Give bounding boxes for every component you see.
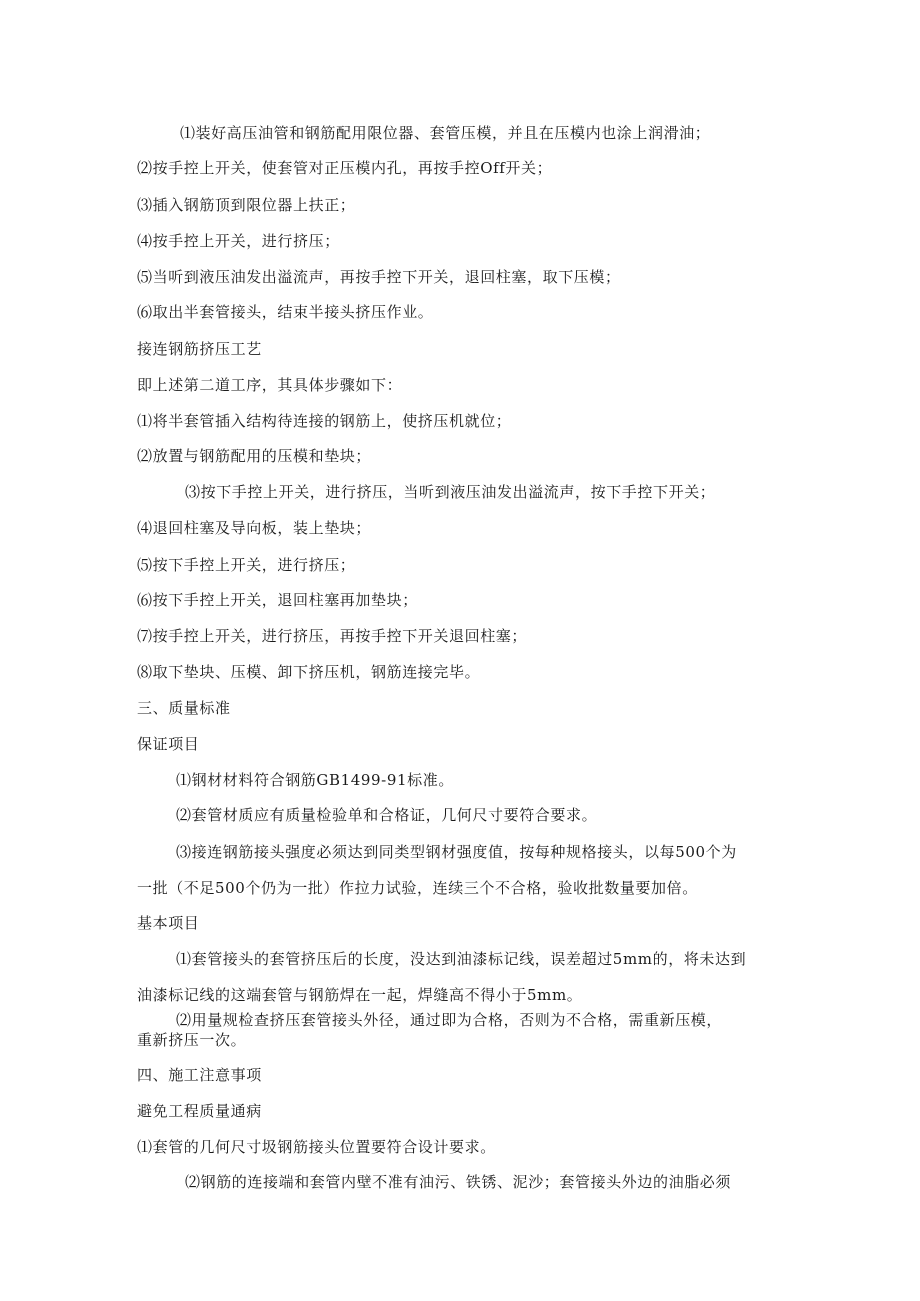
subsection-heading: 保证项目 bbox=[137, 735, 200, 753]
text-line: ⑴装好高压油管和钢筋配用限位器、套管压模，并且在压模内也涂上润滑油； bbox=[180, 124, 711, 142]
text-line: ⑷按手控上开关，进行挤压； bbox=[137, 232, 340, 250]
text-line: ⑴将半套管插入结构待连接的钢筋上，使挤压机就位； bbox=[137, 412, 512, 430]
text-line: 油漆标记线的这端套管与钢筋焊在一起，焊缝高不得小于5mm。 bbox=[137, 986, 583, 1004]
text-line: ⑹取出半套管接头，结束半接头挤压作业。 bbox=[137, 303, 434, 321]
subsection-heading: 避免工程质量通病 bbox=[137, 1102, 262, 1120]
text-line: ⑵放置与钢筋配用的压模和垫块； bbox=[137, 447, 372, 465]
text-line: ⑵按手控上开关，使套管对正压模内孔，再按手控Off开关； bbox=[137, 159, 553, 177]
subsection-heading: 基本项目 bbox=[137, 914, 200, 932]
text-line: ⑶接连钢筋接头强度必须达到同类型钢材强度值，按每种规格接头，以每500个为 bbox=[176, 843, 737, 861]
text-line: ⑸当听到液压油发出溢流声，再按手控下开关，退回柱塞，取下压模； bbox=[137, 268, 621, 286]
text-line: ⑻取下垫块、压模、卸下挤压机，钢筋连接完毕。 bbox=[137, 663, 481, 681]
text-line: ⑵钢筋的连接端和套管内壁不准有油污、铁锈、泥沙；套管接头外边的油脂必须 bbox=[185, 1173, 732, 1191]
section-heading: 四、施工注意事项 bbox=[137, 1066, 262, 1084]
section-heading: 三、质量标准 bbox=[137, 699, 231, 717]
text-line: ⑵用量规检查挤压套管接头外径，通过即为合格，否则为不合格，需重新压模， bbox=[176, 1011, 723, 1029]
text-line: ⑸按下手控上开关，进行挤压； bbox=[137, 556, 356, 574]
text-line: ⑺按手控上开关，进行挤压，再按手控下开关退回柱塞； bbox=[137, 627, 528, 645]
text-line: ⑷退回柱塞及导向板，装上垫块； bbox=[137, 519, 372, 537]
section-heading: 接连钢筋挤压工艺 bbox=[137, 340, 262, 358]
text-line: ⑶插入钢筋顶到限位器上扶正； bbox=[137, 196, 356, 214]
text-line: ⑹按下手控上开关，退回柱塞再加垫块； bbox=[137, 591, 418, 609]
text-line: 即上述第二道工序，其具体步骤如下： bbox=[137, 376, 403, 394]
text-line: ⑴套管接头的套管挤压后的长度，没达到油漆标记线，误差超过5mm的，将未达到 bbox=[176, 950, 747, 968]
text-line: ⑶按下手控上开关，进行挤压，当听到液压油发出溢流声，按下手控下开关； bbox=[185, 483, 716, 501]
text-line: ⑴套管的几何尺寸圾钢筋接头位置要符合设计要求。 bbox=[137, 1138, 496, 1156]
text-line: 重新挤压一次。 bbox=[137, 1031, 247, 1049]
text-line: ⑴钢材材料符合钢筋GB1499-91标准。 bbox=[176, 771, 454, 789]
text-line: ⑵套管材质应有质量检验单和合格证，几何尺寸要符合要求。 bbox=[176, 806, 598, 824]
text-line: 一批（不足500个仍为一批）作拉力试验，连续三个不合格，验收批数量要加倍。 bbox=[137, 879, 698, 897]
